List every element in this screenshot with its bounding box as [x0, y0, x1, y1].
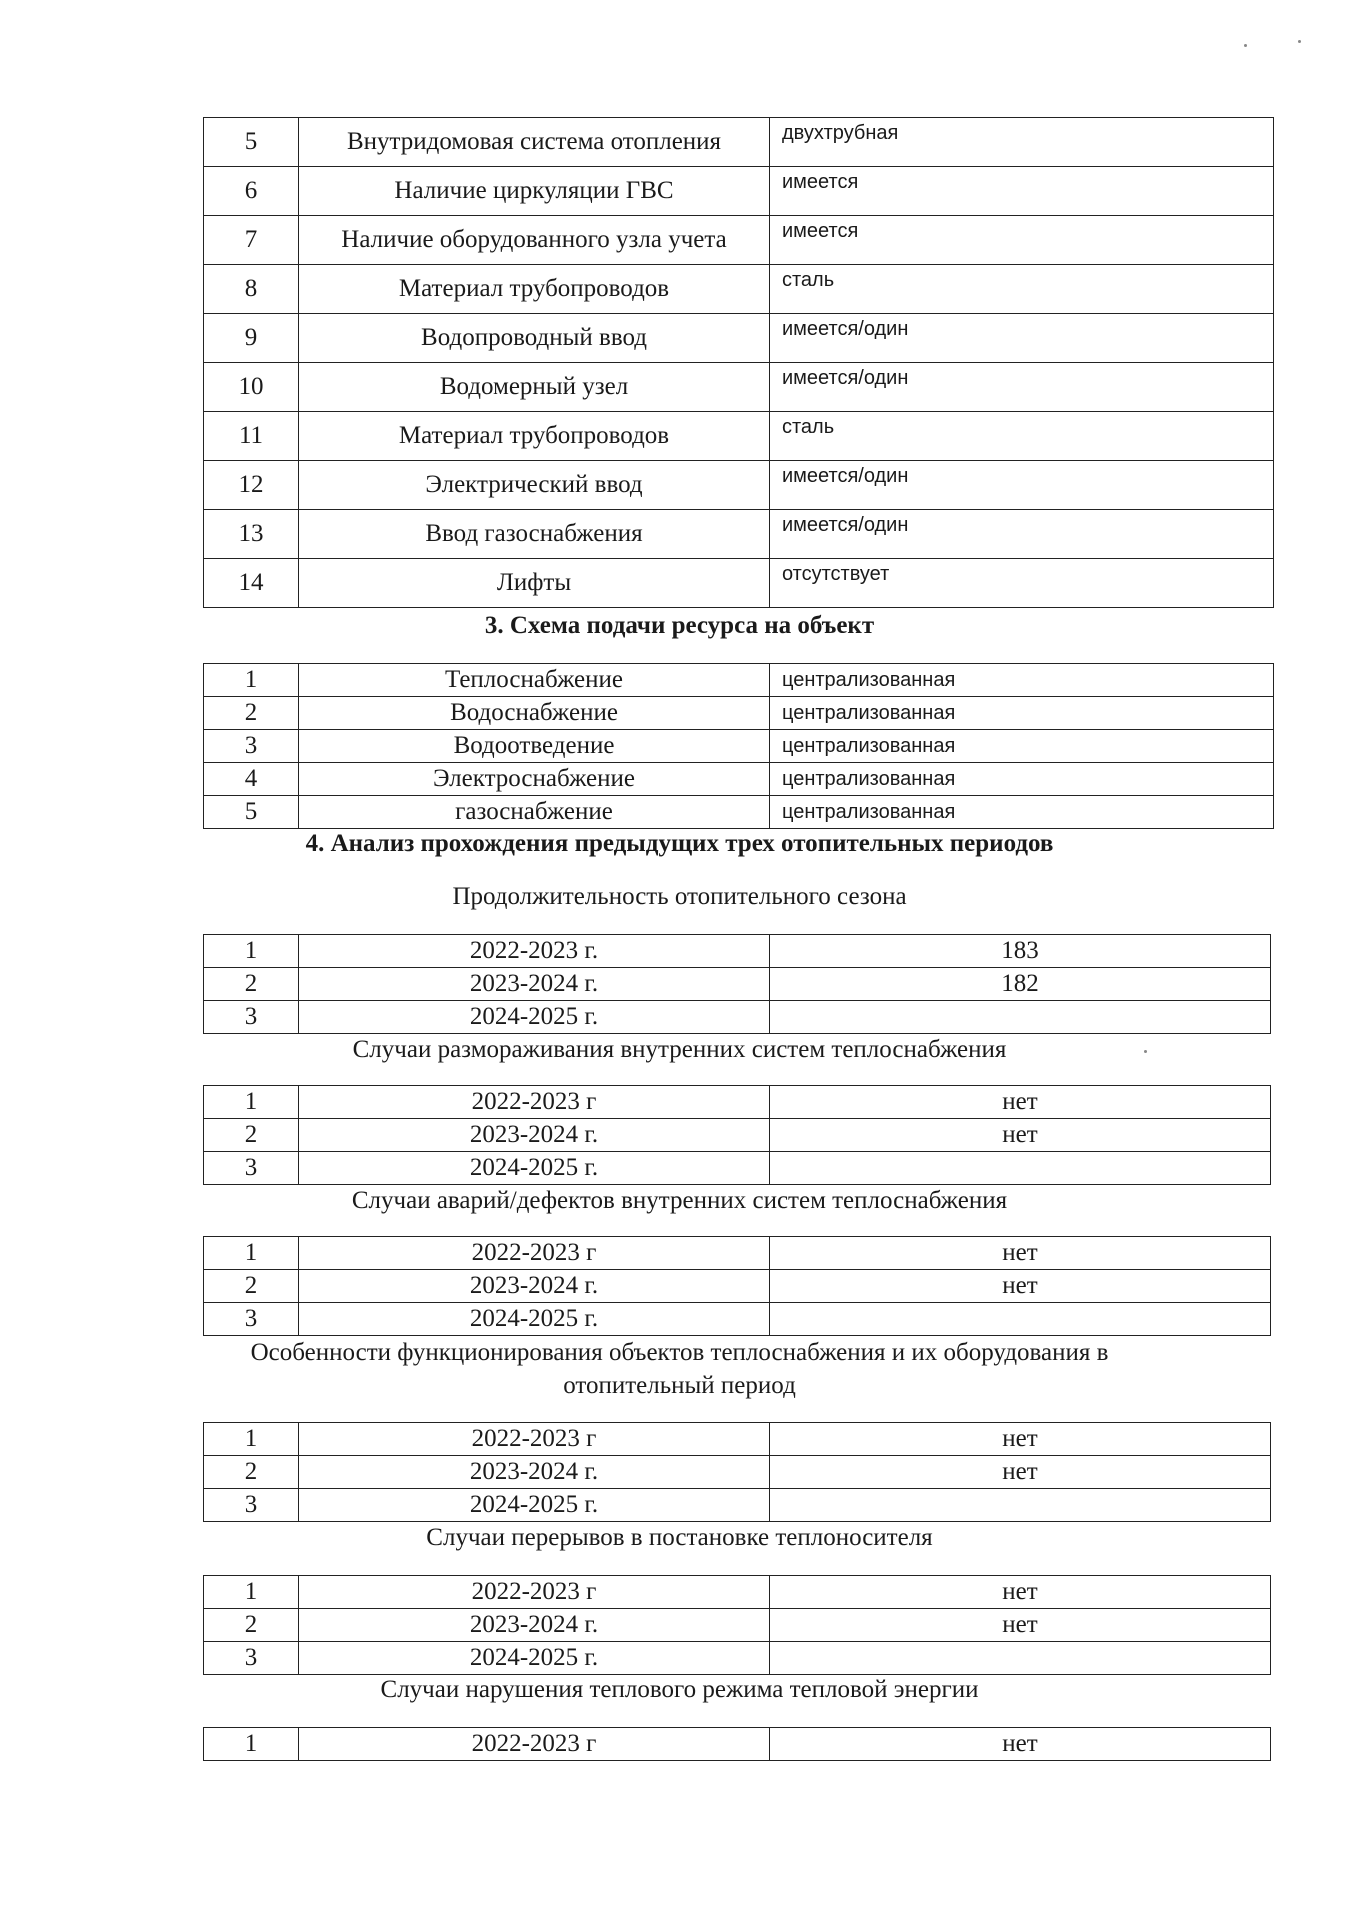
row-number: 3 [204, 1303, 299, 1336]
table-row [204, 1456, 1271, 1489]
row-number: 1 [204, 1423, 299, 1456]
row-value: централизованная [770, 697, 1274, 730]
interruptions-table [203, 1575, 1271, 1675]
row-number: 1 [204, 1086, 299, 1119]
table-row [204, 1119, 1271, 1152]
row-name: газоснабжение [299, 796, 770, 829]
table-row [204, 935, 1271, 968]
table-row [204, 510, 1274, 559]
row-value: сталь [770, 412, 1274, 461]
row-number: 2 [204, 697, 299, 730]
features-table [203, 1422, 1271, 1522]
table-row [204, 1728, 1271, 1761]
row-value: 183 [770, 935, 1271, 968]
row-period: 2023-2024 г. [299, 1270, 770, 1303]
row-number: 1 [204, 1237, 299, 1270]
features-caption: Особенности функционирования объектов теплоснабжения и их оборудования в [250, 1339, 1109, 1366]
row-value: централизованная [770, 730, 1274, 763]
row-number: 1 [204, 1728, 299, 1761]
table-row [204, 559, 1274, 608]
row-name: Водомерный узел [299, 363, 770, 412]
row-period: 2023-2024 г. [299, 1456, 770, 1489]
row-value: нет [770, 1086, 1271, 1119]
row-value [770, 1152, 1271, 1185]
row-value: нет [770, 1609, 1271, 1642]
row-name: Наличие оборудованного узла учета [299, 216, 770, 265]
table-row [204, 461, 1274, 510]
scan-speck [1244, 44, 1247, 47]
row-value: имеется/один [770, 363, 1274, 412]
row-number: 2 [204, 1270, 299, 1303]
thermal-table [203, 1727, 1271, 1761]
table-row [204, 730, 1274, 763]
row-value: отсутствует [770, 559, 1274, 608]
row-period: 2022-2023 г [299, 1237, 770, 1270]
row-value: имеется/один [770, 461, 1274, 510]
table-row [204, 1237, 1271, 1270]
row-name: Внутридомовая система отопления [299, 118, 770, 167]
row-name: Материал трубопроводов [299, 412, 770, 461]
table-row [204, 1642, 1271, 1675]
row-period: 2023-2024 г. [299, 1609, 770, 1642]
row-number: 7 [204, 216, 299, 265]
duration-table [203, 934, 1271, 1034]
section4-heading: 4. Анализ прохождения предыдущих трех отопительных периодов [305, 830, 1054, 857]
accidents-table [203, 1236, 1271, 1336]
duration-caption: Продолжительность отопительного сезона [452, 883, 907, 910]
row-number: 4 [204, 763, 299, 796]
row-number: 3 [204, 1489, 299, 1522]
supply-scheme-table [203, 663, 1274, 829]
row-number: 1 [204, 935, 299, 968]
row-value: нет [770, 1270, 1271, 1303]
table-row [204, 314, 1274, 363]
table-row [204, 1152, 1271, 1185]
row-value: нет [770, 1119, 1271, 1152]
features-caption-2: отопительный период [563, 1372, 796, 1399]
row-period: 2022-2023 г. [299, 935, 770, 968]
row-number: 2 [204, 968, 299, 1001]
table-row [204, 1303, 1271, 1336]
thermal-caption: Случаи нарушения теплового режима тепловой энергии [380, 1676, 979, 1703]
row-number: 3 [204, 1642, 299, 1675]
row-value [770, 1489, 1271, 1522]
row-value: двухтрубная [770, 118, 1274, 167]
row-number: 3 [204, 1152, 299, 1185]
defrost-caption: Случаи размораживания внутренних систем теплоснабжения [352, 1036, 1007, 1063]
row-value: нет [770, 1456, 1271, 1489]
table-row [204, 412, 1274, 461]
row-number: 2 [204, 1119, 299, 1152]
row-name: Водоснабжение [299, 697, 770, 730]
row-period: 2024-2025 г. [299, 1489, 770, 1522]
row-value: 182 [770, 968, 1271, 1001]
table-row [204, 763, 1274, 796]
row-period: 2024-2025 г. [299, 1001, 770, 1034]
row-name: Водопроводный ввод [299, 314, 770, 363]
row-period: 2022-2023 г [299, 1576, 770, 1609]
row-value [770, 1303, 1271, 1336]
table-row [204, 1423, 1271, 1456]
row-name: Электрический ввод [299, 461, 770, 510]
row-value: централизованная [770, 664, 1274, 697]
row-name: Ввод газоснабжения [299, 510, 770, 559]
row-value: нет [770, 1728, 1271, 1761]
row-number: 9 [204, 314, 299, 363]
table-row [204, 1270, 1271, 1303]
row-value: централизованная [770, 763, 1274, 796]
row-number: 10 [204, 363, 299, 412]
table-row [204, 1001, 1271, 1034]
row-value: нет [770, 1576, 1271, 1609]
row-number: 5 [204, 796, 299, 829]
row-value: сталь [770, 265, 1274, 314]
table-row [204, 118, 1274, 167]
table-row [204, 216, 1274, 265]
row-number: 3 [204, 1001, 299, 1034]
row-period: 2022-2023 г [299, 1086, 770, 1119]
table-row [204, 1086, 1271, 1119]
row-name: Теплоснабжение [299, 664, 770, 697]
table-row [204, 1576, 1271, 1609]
row-value: централизованная [770, 796, 1274, 829]
row-number: 12 [204, 461, 299, 510]
accidents-caption: Случаи аварий/дефектов внутренних систем теплоснабжения [351, 1187, 1008, 1214]
row-number: 6 [204, 167, 299, 216]
table-row [204, 697, 1274, 730]
row-period: 2024-2025 г. [299, 1152, 770, 1185]
row-number: 13 [204, 510, 299, 559]
row-number: 1 [204, 664, 299, 697]
row-value [770, 1642, 1271, 1675]
row-name: Лифты [299, 559, 770, 608]
row-name: Наличие циркуляции ГВС [299, 167, 770, 216]
row-value: нет [770, 1237, 1271, 1270]
row-value: имеется/один [770, 314, 1274, 363]
row-value: имеется [770, 216, 1274, 265]
row-name: Электроснабжение [299, 763, 770, 796]
row-value: имеется/один [770, 510, 1274, 559]
defrost-table [203, 1085, 1271, 1185]
row-period: 2023-2024 г. [299, 968, 770, 1001]
row-period: 2023-2024 г. [299, 1119, 770, 1152]
row-number: 5 [204, 118, 299, 167]
equipment-table [203, 117, 1274, 608]
table-row [204, 363, 1274, 412]
table-row [204, 1489, 1271, 1522]
row-period: 2024-2025 г. [299, 1303, 770, 1336]
row-name: Водоотведение [299, 730, 770, 763]
row-period: 2022-2023 г [299, 1728, 770, 1761]
table-row [204, 664, 1274, 697]
row-number: 3 [204, 730, 299, 763]
row-number: 14 [204, 559, 299, 608]
table-row [204, 265, 1274, 314]
interruptions-caption: Случаи перерывов в постановке теплоносителя [426, 1524, 933, 1551]
scan-speck [1298, 40, 1301, 43]
row-name: Материал трубопроводов [299, 265, 770, 314]
table-row [204, 796, 1274, 829]
row-period: 2024-2025 г. [299, 1642, 770, 1675]
section3-heading: 3. Схема подачи ресурса на объект [484, 612, 875, 639]
row-number: 2 [204, 1609, 299, 1642]
row-period: 2022-2023 г [299, 1423, 770, 1456]
table-row [204, 1609, 1271, 1642]
table-row [204, 167, 1274, 216]
row-value: имеется [770, 167, 1274, 216]
row-number: 8 [204, 265, 299, 314]
row-number: 2 [204, 1456, 299, 1489]
row-number: 1 [204, 1576, 299, 1609]
table-row [204, 968, 1271, 1001]
row-number: 11 [204, 412, 299, 461]
row-value [770, 1001, 1271, 1034]
row-value: нет [770, 1423, 1271, 1456]
